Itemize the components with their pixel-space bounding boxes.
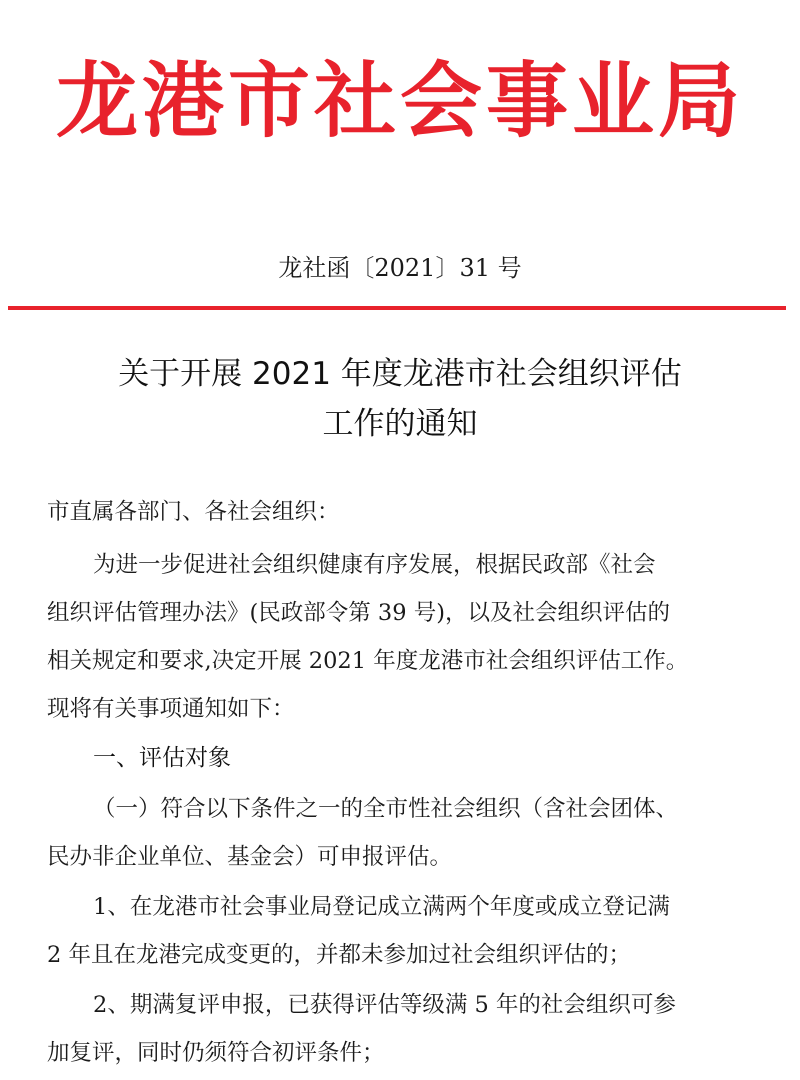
item-1-line-2: 2 年且在龙港完成变更的，并都未参加过社会组织评估的； (47, 942, 631, 968)
subsection-1-line-2: 民办非企业单位、基金会）可申报评估。 (47, 844, 453, 870)
item-2-line-1: 2、期满复评申报，已获得评估等级满 5 年的社会组织可参 (93, 992, 676, 1018)
item-1-line-1: 1、在龙港市社会事业局登记成立满两个年度或成立登记满 (93, 894, 670, 920)
subsection-1-line-1: （一）符合以下条件之一的全市性社会组织（含社会团体、 (93, 796, 679, 822)
title-line-2: 工作的通知 (322, 406, 478, 442)
salutation: 市直属各部门、各社会组织： (47, 499, 340, 525)
title-line-1: 关于开展 2021 年度龙港市社会组织评估 (118, 356, 682, 392)
intro-line-2: 组织评估管理办法》(民政部令第 39 号)，以及社会组织评估的 (47, 600, 670, 626)
issuer-name: 龙港市社会事业局 (55, 54, 744, 149)
intro-line-4: 现将有关事项通知如下： (47, 696, 295, 722)
intro-line-1: 为进一步促进社会组织健康有序发展，根据民政部《社会 (93, 552, 656, 578)
section-heading-evaluation-targets: 一、评估对象 (93, 745, 231, 771)
item-2-line-2: 加复评，同时仍须符合初评条件； (47, 1040, 385, 1066)
red-divider-line (8, 306, 786, 310)
document-number: 龙社函〔2021〕31 号 (278, 254, 522, 282)
intro-line-3: 相关规定和要求,决定开展 2021 年度龙港市社会组织评估工作。 (47, 648, 689, 674)
